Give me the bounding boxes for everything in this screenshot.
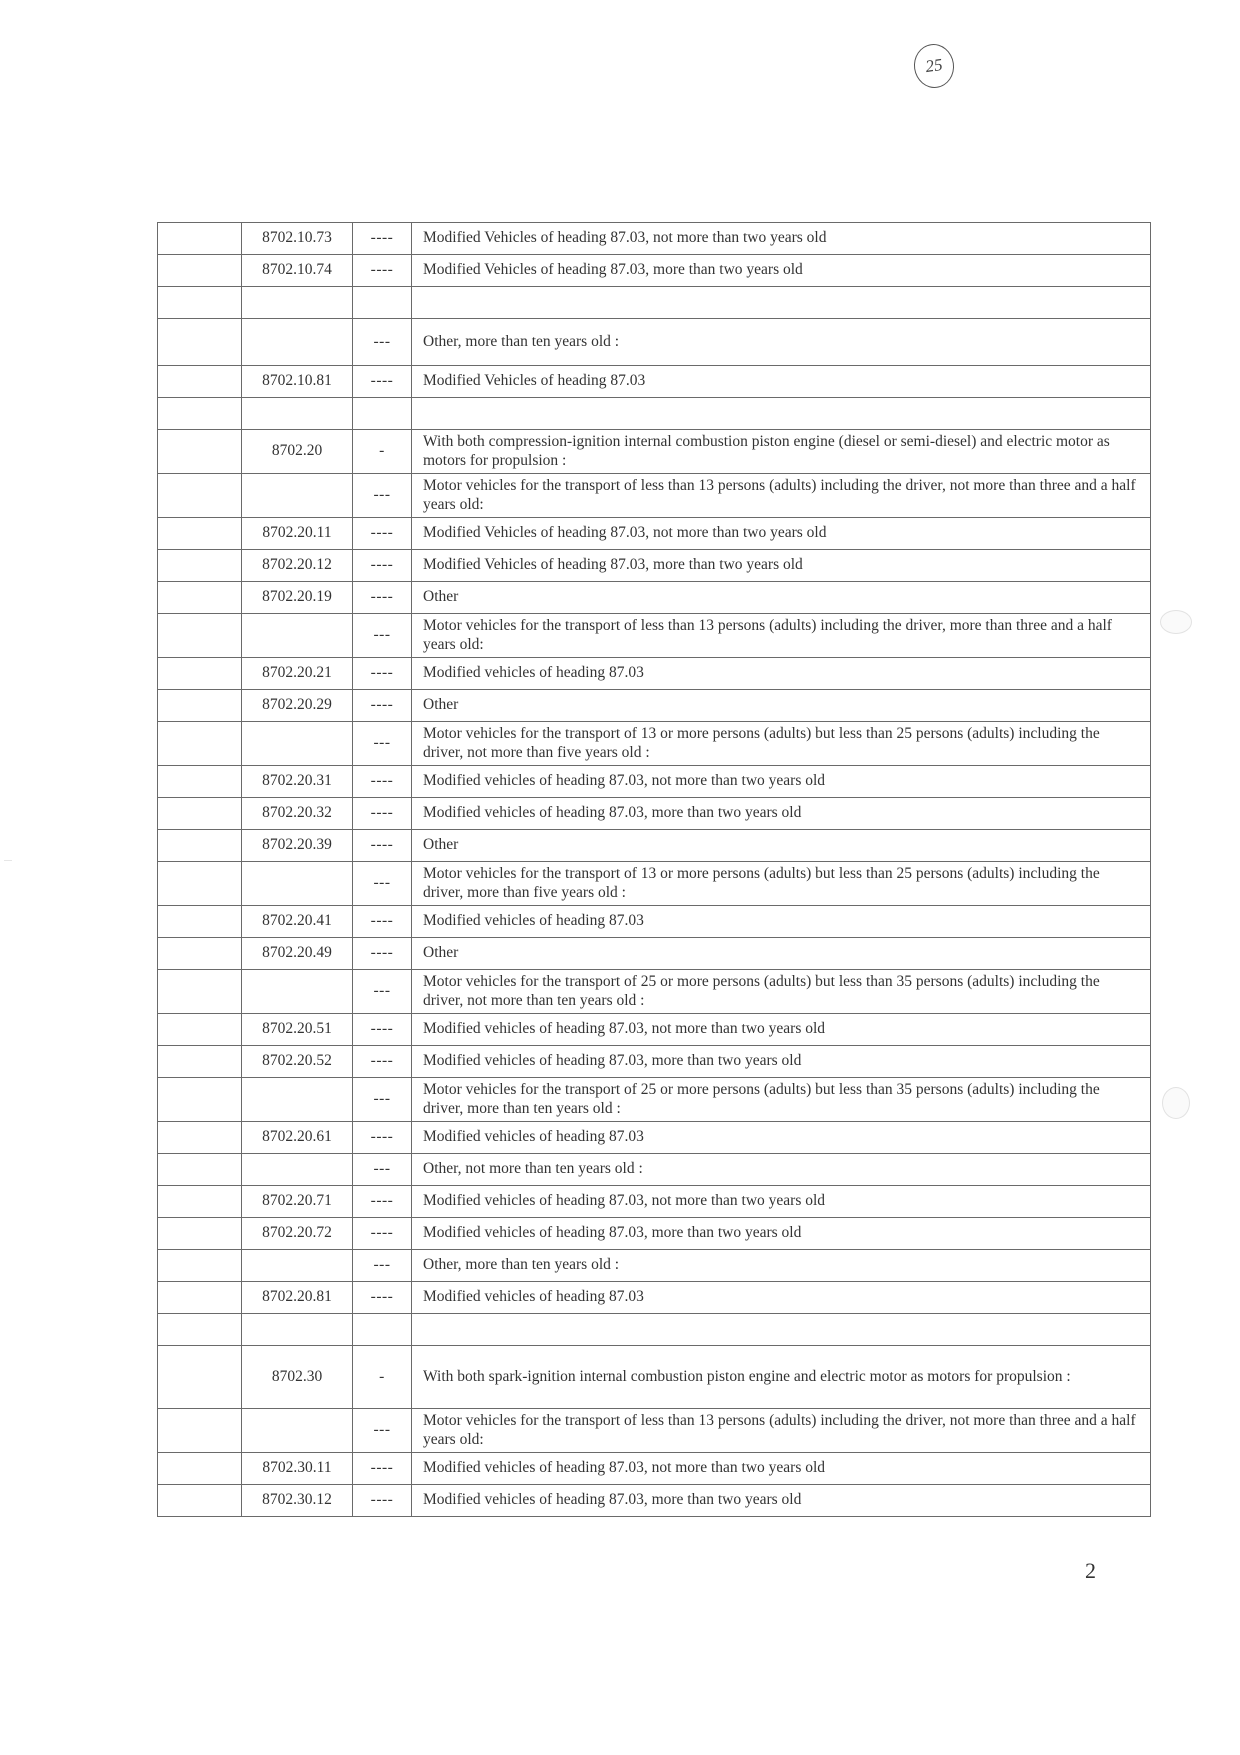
description-cell: Other [412, 582, 1151, 614]
blank-cell [158, 970, 242, 1014]
code-cell [242, 319, 353, 366]
code-cell [242, 1250, 353, 1282]
blank-cell [158, 255, 242, 287]
description-cell: Modified vehicles of heading 87.03, more than two years old [412, 1218, 1151, 1250]
blank-cell [158, 366, 242, 398]
code-cell: 8702.20.41 [242, 906, 353, 938]
dash-cell: --- [353, 1250, 412, 1282]
description-cell: Modified Vehicles of heading 87.03, not more than two years old [412, 518, 1151, 550]
code-cell: 8702.20.29 [242, 690, 353, 722]
blank-cell [158, 550, 242, 582]
code-cell [242, 614, 353, 658]
punch-hole-mark [1162, 1087, 1190, 1119]
description-cell: With both spark-ignition internal combustion piston engine and electric motor as motors for propulsion : [412, 1346, 1151, 1409]
description-cell: Modified vehicles of heading 87.03 [412, 906, 1151, 938]
blank-cell [158, 1186, 242, 1218]
code-cell: 8702.30.11 [242, 1453, 353, 1485]
description-cell: Modified Vehicles of heading 87.03, more than two years old [412, 255, 1151, 287]
table-row [158, 1186, 1151, 1218]
dash-cell: ---- [353, 1186, 412, 1218]
dash-cell: ---- [353, 1485, 412, 1517]
blank-cell [158, 1122, 242, 1154]
blank-cell [158, 690, 242, 722]
table-row [158, 474, 1151, 518]
blank-cell [158, 518, 242, 550]
code-cell: 8702.20 [242, 430, 353, 474]
table-row [158, 1154, 1151, 1186]
table-row [158, 1046, 1151, 1078]
table-row [158, 1078, 1151, 1122]
table-row [158, 319, 1151, 366]
table-row [158, 970, 1151, 1014]
blank-cell [158, 1453, 242, 1485]
dash-cell: --- [353, 970, 412, 1014]
blank-cell [158, 658, 242, 690]
description-cell: Other, not more than ten years old : [412, 1154, 1151, 1186]
dash-cell: --- [353, 1409, 412, 1453]
blank-cell [158, 722, 242, 766]
table-row [158, 1346, 1151, 1409]
description-cell: Modified vehicles of heading 87.03, not more than two years old [412, 766, 1151, 798]
code-cell: 8702.20.11 [242, 518, 353, 550]
code-cell: 8702.20.12 [242, 550, 353, 582]
dash-cell [353, 1314, 412, 1346]
page-stamp [911, 41, 957, 90]
blank-cell [158, 830, 242, 862]
code-cell [242, 1409, 353, 1453]
dash-cell: ---- [353, 766, 412, 798]
dash-cell: ---- [353, 582, 412, 614]
table-row [158, 1014, 1151, 1046]
table-row [158, 1453, 1151, 1485]
code-cell [242, 722, 353, 766]
code-cell: 8702.20.71 [242, 1186, 353, 1218]
blank-cell [158, 766, 242, 798]
blank-cell [158, 430, 242, 474]
table-row [158, 518, 1151, 550]
code-cell: 8702.10.73 [242, 223, 353, 255]
description-cell: Modified vehicles of heading 87.03, more than two years old [412, 798, 1151, 830]
table-row [158, 862, 1151, 906]
dash-cell [353, 398, 412, 430]
dash-cell: ---- [353, 255, 412, 287]
blank-cell [158, 862, 242, 906]
code-cell: 8702.30 [242, 1346, 353, 1409]
description-cell: Modified Vehicles of heading 87.03, not more than two years old [412, 223, 1151, 255]
description-cell: Modified vehicles of heading 87.03, more than two years old [412, 1485, 1151, 1517]
blank-cell [158, 1485, 242, 1517]
table-row [158, 430, 1151, 474]
blank-cell [158, 798, 242, 830]
description-cell [412, 287, 1151, 319]
description-cell: Modified vehicles of heading 87.03 [412, 1122, 1151, 1154]
dash-cell: --- [353, 319, 412, 366]
blank-cell [158, 1282, 242, 1314]
dash-cell: ---- [353, 1122, 412, 1154]
description-cell: Modified Vehicles of heading 87.03, more than two years old [412, 550, 1151, 582]
dash-cell [353, 287, 412, 319]
blank-cell [158, 614, 242, 658]
code-cell [242, 970, 353, 1014]
code-cell [242, 1314, 353, 1346]
description-cell: Other [412, 830, 1151, 862]
table-row [158, 1409, 1151, 1453]
table-row [158, 722, 1151, 766]
blank-cell [158, 287, 242, 319]
description-cell: Modified vehicles of heading 87.03, more than two years old [412, 1046, 1151, 1078]
blank-cell [158, 398, 242, 430]
description-cell: Modified vehicles of heading 87.03 [412, 658, 1151, 690]
table-row [158, 287, 1151, 319]
dash-cell: ---- [353, 830, 412, 862]
blank-cell [158, 1218, 242, 1250]
blank-cell [158, 1154, 242, 1186]
code-cell: 8702.20.21 [242, 658, 353, 690]
table-row [158, 1314, 1151, 1346]
dash-cell: --- [353, 862, 412, 906]
description-cell: Motor vehicles for the transport of 25 or more persons (adults) but less than 35 persons (adults) including the driver, not more than ten years old : [412, 970, 1151, 1014]
table-row [158, 1282, 1151, 1314]
dash-cell: ---- [353, 1046, 412, 1078]
dash-cell: - [353, 1346, 412, 1409]
table-row [158, 1485, 1151, 1517]
description-cell: Motor vehicles for the transport of 25 or more persons (adults) but less than 35 persons (adults) including the driver, more than ten years old : [412, 1078, 1151, 1122]
dash-cell: --- [353, 474, 412, 518]
blank-cell [158, 474, 242, 518]
dash-cell: ---- [353, 798, 412, 830]
dash-cell: ---- [353, 690, 412, 722]
description-cell: Modified vehicles of heading 87.03, not more than two years old [412, 1186, 1151, 1218]
code-cell: 8702.20.49 [242, 938, 353, 970]
description-cell: Motor vehicles for the transport of 13 or more persons (adults) but less than 25 persons (adults) including the driver, not more than five years old : [412, 722, 1151, 766]
code-cell [242, 1154, 353, 1186]
code-cell: 8702.20.39 [242, 830, 353, 862]
blank-cell [158, 1409, 242, 1453]
description-cell [412, 1314, 1151, 1346]
description-cell [412, 398, 1151, 430]
code-cell [242, 398, 353, 430]
table-row [158, 223, 1151, 255]
table-row [158, 582, 1151, 614]
table-row [158, 658, 1151, 690]
description-cell: Motor vehicles for the transport of less than 13 persons (adults) including the driver, not more than three and a half years old: [412, 474, 1151, 518]
description-cell: Other, more than ten years old : [412, 319, 1151, 366]
description-cell: With both compression-ignition internal combustion piston engine (diesel or semi-diesel) and electric motor as motors for propulsion : [412, 430, 1151, 474]
table-row [158, 614, 1151, 658]
dash-cell: ---- [353, 906, 412, 938]
description-cell: Other, more than ten years old : [412, 1250, 1151, 1282]
description-cell: Modified vehicles of heading 87.03, not more than two years old [412, 1014, 1151, 1046]
blank-cell [158, 582, 242, 614]
code-cell: 8702.30.12 [242, 1485, 353, 1517]
blank-cell [158, 223, 242, 255]
code-cell: 8702.20.81 [242, 1282, 353, 1314]
code-cell: 8702.20.31 [242, 766, 353, 798]
code-cell: 8702.10.74 [242, 255, 353, 287]
code-cell [242, 862, 353, 906]
dash-cell: ---- [353, 1218, 412, 1250]
dash-cell: --- [353, 614, 412, 658]
tariff-table [157, 222, 1151, 1517]
dash-cell: ---- [353, 938, 412, 970]
table-row [158, 366, 1151, 398]
dash-cell: ---- [353, 658, 412, 690]
page-number: 2 [1085, 1558, 1096, 1583]
dash-cell: - [353, 430, 412, 474]
blank-cell [158, 319, 242, 366]
code-cell: 8702.20.32 [242, 798, 353, 830]
blank-cell [158, 938, 242, 970]
table-row [158, 766, 1151, 798]
dash-cell: ---- [353, 518, 412, 550]
table-row [158, 690, 1151, 722]
description-cell: Modified vehicles of heading 87.03 [412, 1282, 1151, 1314]
dash-cell: --- [353, 722, 412, 766]
description-cell: Motor vehicles for the transport of less than 13 persons (adults) including the driver, more than three and a half years old: [412, 614, 1151, 658]
stamp-text: 25 [924, 54, 944, 77]
blank-cell [158, 1078, 242, 1122]
blank-cell [158, 1250, 242, 1282]
code-cell [242, 474, 353, 518]
dash-cell: ---- [353, 1014, 412, 1046]
dash-cell: ---- [353, 1282, 412, 1314]
code-cell [242, 287, 353, 319]
table-row [158, 1218, 1151, 1250]
code-cell: 8702.20.61 [242, 1122, 353, 1154]
dash-cell: ---- [353, 550, 412, 582]
code-cell: 8702.10.81 [242, 366, 353, 398]
code-cell: 8702.20.72 [242, 1218, 353, 1250]
table-row [158, 550, 1151, 582]
scan-edge-mark [4, 860, 12, 861]
punch-hole-mark [1160, 610, 1192, 634]
dash-cell: ---- [353, 1453, 412, 1485]
table-row [158, 1122, 1151, 1154]
blank-cell [158, 906, 242, 938]
description-cell: Motor vehicles for the transport of less than 13 persons (adults) including the driver, not more than three and a half years old: [412, 1409, 1151, 1453]
blank-cell [158, 1046, 242, 1078]
table-row [158, 398, 1151, 430]
table-row [158, 798, 1151, 830]
description-cell: Motor vehicles for the transport of 13 or more persons (adults) but less than 25 persons (adults) including the driver, more than five years old : [412, 862, 1151, 906]
table-row [158, 255, 1151, 287]
blank-cell [158, 1346, 242, 1409]
dash-cell: --- [353, 1078, 412, 1122]
description-cell: Modified vehicles of heading 87.03, not more than two years old [412, 1453, 1151, 1485]
description-cell: Other [412, 690, 1151, 722]
blank-cell [158, 1014, 242, 1046]
blank-cell [158, 1314, 242, 1346]
description-cell: Other [412, 938, 1151, 970]
tariff-table-body [158, 223, 1151, 1517]
dash-cell: ---- [353, 366, 412, 398]
table-row [158, 906, 1151, 938]
dash-cell: ---- [353, 223, 412, 255]
code-cell [242, 1078, 353, 1122]
code-cell: 8702.20.51 [242, 1014, 353, 1046]
table-row [158, 938, 1151, 970]
description-cell: Modified Vehicles of heading 87.03 [412, 366, 1151, 398]
table-row [158, 830, 1151, 862]
code-cell: 8702.20.19 [242, 582, 353, 614]
code-cell: 8702.20.52 [242, 1046, 353, 1078]
dash-cell: --- [353, 1154, 412, 1186]
table-row [158, 1250, 1151, 1282]
